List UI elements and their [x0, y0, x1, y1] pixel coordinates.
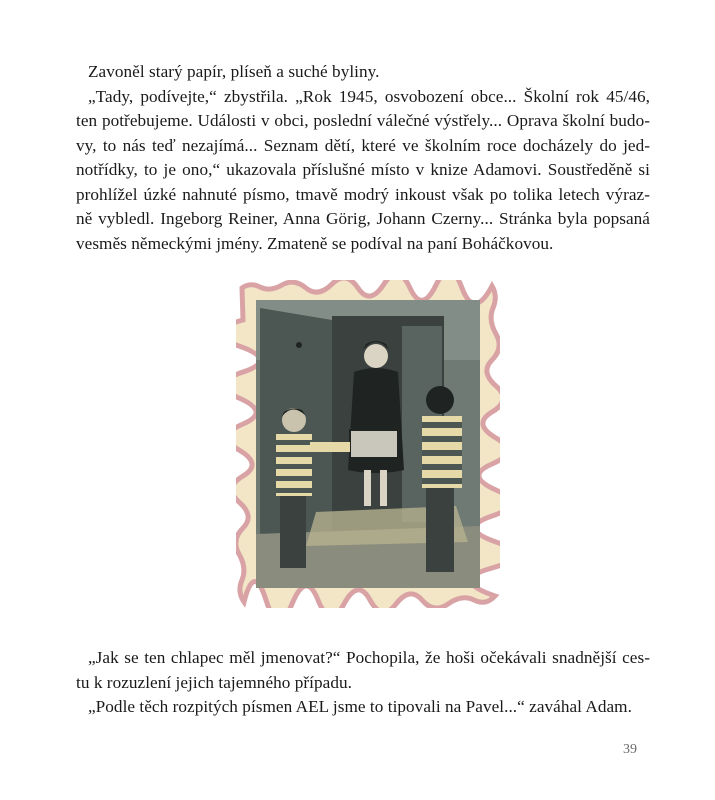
text-line: „Jak se ten chlapec měl jmenovat?“ Pochopila, že hoši očekávali snadnější ces-	[88, 648, 650, 667]
text-line: notřídky, to je ono,“ ukazovala příslušné místo v knize Adamovi. Soustředěně si	[76, 160, 650, 179]
text-line: ně vybledl. Ingeborg Reiner, Anna Görig, Johann Czerny... Stránka byla popsaná	[76, 209, 650, 228]
illustration-woman-head	[364, 344, 388, 368]
illustration-boy-right-head	[426, 386, 454, 414]
paragraph-top	[76, 60, 650, 256]
illustration-woman-legs-r	[380, 470, 387, 506]
text-line: Zavoněl starý papír, plíseň a suché byliny.	[88, 62, 380, 81]
text-line: vy, to nás teď nezajímá... Seznam dětí, které ve školním roce docházely do jed-	[76, 135, 650, 155]
text-line: tu k rozuzlení jejich tajemného případu.	[76, 672, 352, 692]
text-line: ten potřebujeme. Události v obci, poslední válečné výstřely... Oprava školní budo-	[76, 111, 650, 130]
illustration-peephole	[296, 342, 302, 348]
text-line: „Tady, podívejte,“ zbystřila. „Rok 1945, osvobození obce... Školní rok 45/46,	[88, 86, 650, 106]
illustration-woman-legs-l	[364, 470, 371, 506]
paragraph-bottom	[76, 646, 650, 720]
illustration-boy-left-legs	[280, 496, 306, 568]
illustration	[236, 280, 500, 608]
text-line: „Podle těch rozpitých písmen AEL jsme to tipovali na Pavel...“ zaváhal Adam.	[88, 697, 632, 716]
illustration-boy-right-sweater	[422, 416, 462, 488]
illustration-boy-right-legs	[426, 488, 454, 572]
page-number: 39	[623, 742, 637, 757]
text-line: prohlížel úzké nahnuté písmo, tmavě modrý inkoust však po tolika letech výraz-	[76, 184, 650, 204]
text-line: vesměs německými jmény. Zmateně se podíval na paní Boháčkovou.	[76, 233, 554, 253]
illustration-book	[350, 430, 398, 458]
